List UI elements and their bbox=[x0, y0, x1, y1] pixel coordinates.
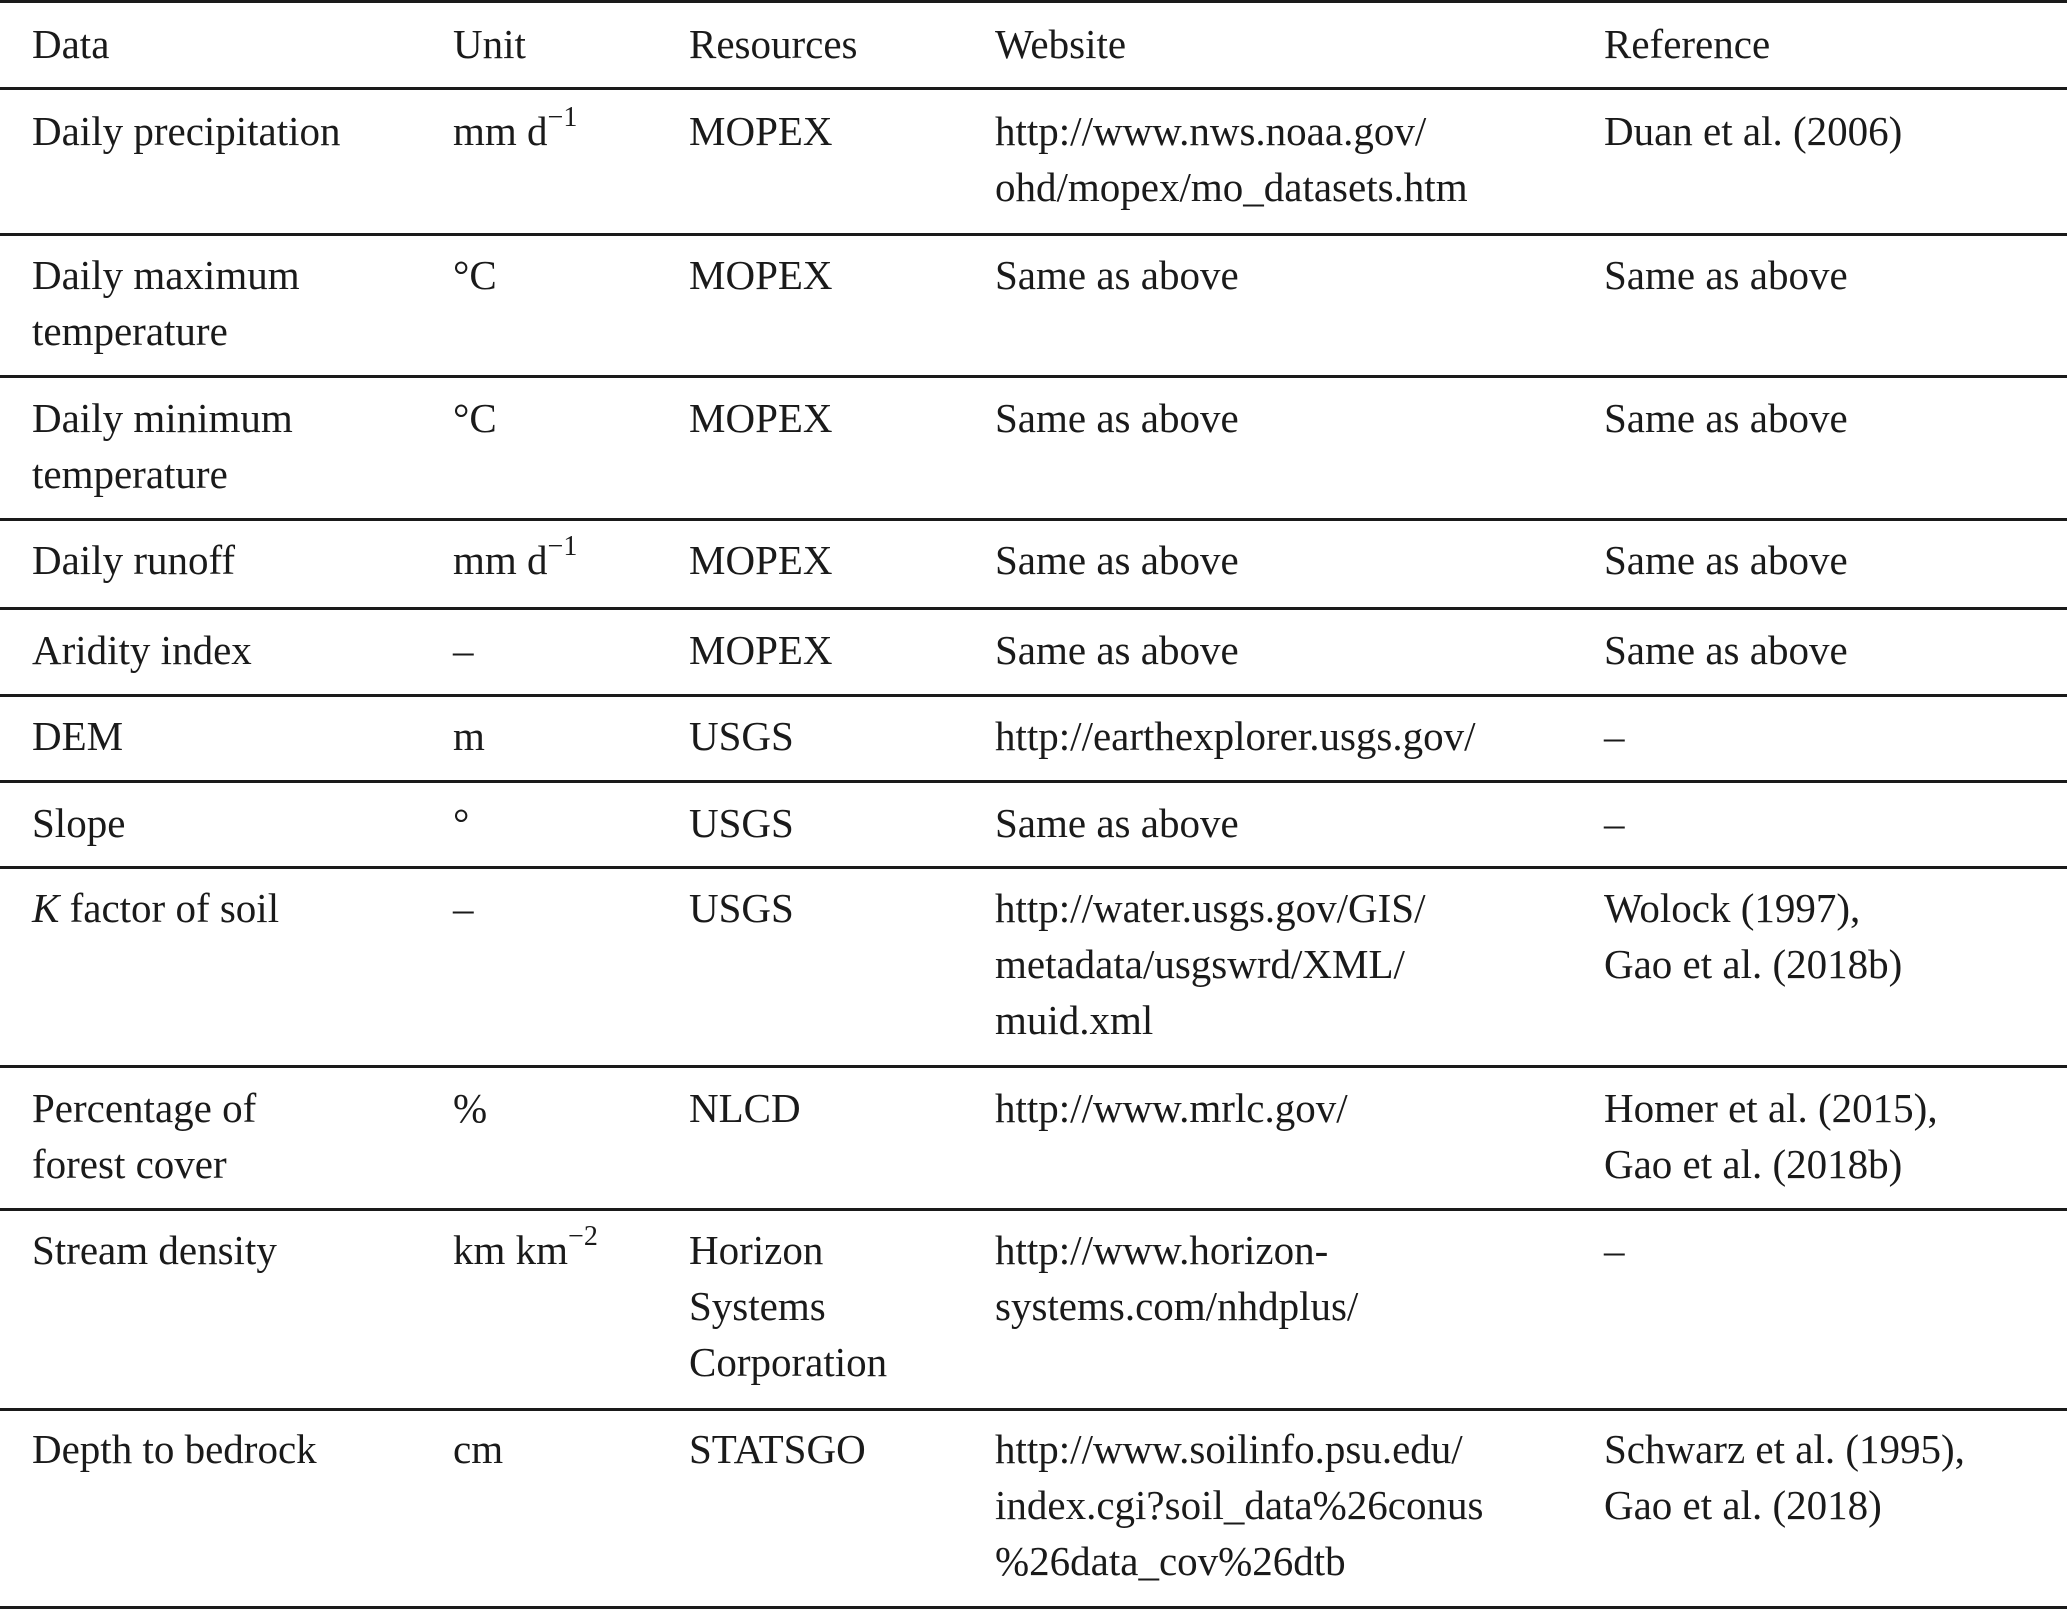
cell-unit-text: mm d bbox=[453, 108, 548, 154]
cell-data bbox=[32, 1080, 256, 1192]
cell-unit bbox=[453, 247, 497, 303]
cell-unit-text: – bbox=[453, 627, 474, 673]
cell-data-text: factor of soil bbox=[59, 885, 280, 931]
cell-reference: Same as above bbox=[1604, 252, 1848, 298]
table-row-rule bbox=[0, 233, 2067, 236]
header-website: Website bbox=[995, 21, 1127, 67]
cell-data bbox=[32, 532, 235, 588]
cell-website: Same as above bbox=[995, 252, 1239, 298]
cell-website: Same as above bbox=[995, 537, 1239, 583]
table-row-rule bbox=[0, 1208, 2067, 1211]
cell-reference: Same as above bbox=[1604, 537, 1848, 583]
cell-resources: NLCD bbox=[689, 1085, 801, 1131]
cell-website: http://www.horizon- systems.com/nhdplus/ bbox=[995, 1227, 1359, 1329]
cell-resources: MOPEX bbox=[689, 252, 833, 298]
cell-reference: Duan et al. (2006) bbox=[1604, 108, 1903, 154]
cell-unit-text: mm d bbox=[453, 537, 548, 583]
cell-unit bbox=[453, 390, 497, 446]
cell-unit bbox=[453, 708, 485, 764]
cell-unit-text: ° bbox=[453, 800, 470, 846]
cell-unit bbox=[453, 1080, 487, 1136]
cell-reference: – bbox=[1604, 800, 1625, 846]
cell-data-text: Daily maximum temperature bbox=[32, 252, 300, 354]
cell-website: Same as above bbox=[995, 627, 1239, 673]
cell-data-text: Percentage of forest cover bbox=[32, 1085, 257, 1187]
cell-unit-exponent: −2 bbox=[568, 1221, 598, 1253]
header-reference: Reference bbox=[1604, 21, 1771, 67]
cell-data-text: Stream density bbox=[32, 1227, 277, 1273]
cell-data bbox=[32, 708, 123, 764]
cell-resources: MOPEX bbox=[689, 108, 833, 154]
cell-reference: Schwarz et al. (1995), Gao et al. (2018) bbox=[1604, 1426, 1965, 1528]
cell-reference: Homer et al. (2015), Gao et al. (2018b) bbox=[1604, 1085, 1938, 1187]
table-row-rule bbox=[0, 607, 2067, 610]
cell-data-italic: K bbox=[32, 885, 60, 931]
table-row-rule bbox=[0, 1065, 2067, 1068]
cell-unit bbox=[453, 795, 469, 851]
table-row-rule bbox=[0, 866, 2067, 869]
cell-unit-text: km km bbox=[453, 1227, 569, 1273]
cell-data bbox=[32, 880, 279, 936]
cell-data bbox=[32, 103, 341, 159]
table-row-rule bbox=[0, 518, 2067, 521]
cell-data-text: DEM bbox=[32, 713, 124, 759]
cell-resources: STATSGO bbox=[689, 1426, 866, 1472]
cell-resources: Horizon Systems Corporation bbox=[689, 1227, 888, 1385]
header-unit: Unit bbox=[453, 21, 526, 67]
cell-unit bbox=[453, 103, 577, 159]
table-row-rule bbox=[0, 87, 2067, 90]
cell-data-text: Daily minimum temperature bbox=[32, 395, 293, 497]
table-row-rule bbox=[0, 1408, 2067, 1411]
cell-website: http://www.nws.noaa.gov/ ohd/mopex/mo_datasets.htm bbox=[995, 108, 1468, 210]
cell-data-text: Daily precipitation bbox=[32, 108, 341, 154]
table-row-rule bbox=[0, 375, 2067, 378]
cell-resources: USGS bbox=[689, 713, 794, 759]
cell-reference: – bbox=[1604, 713, 1625, 759]
cell-unit bbox=[453, 532, 577, 588]
cell-unit-text: °C bbox=[453, 395, 497, 441]
cell-reference: – bbox=[1604, 1227, 1625, 1273]
cell-unit bbox=[453, 622, 474, 678]
cell-unit-text: °C bbox=[453, 252, 497, 298]
cell-data bbox=[32, 622, 252, 678]
cell-reference: Same as above bbox=[1604, 395, 1848, 441]
cell-data-text: Daily runoff bbox=[32, 537, 236, 583]
table-row-rule bbox=[0, 694, 2067, 697]
cell-data bbox=[32, 1421, 317, 1477]
table-row-rule bbox=[0, 780, 2067, 783]
cell-resources: USGS bbox=[689, 800, 794, 846]
table-top-rule bbox=[0, 0, 2067, 3]
header-data: Data bbox=[32, 21, 110, 67]
cell-unit-exponent: −1 bbox=[547, 531, 578, 563]
cell-unit-text: % bbox=[453, 1085, 488, 1131]
cell-resources: MOPEX bbox=[689, 627, 833, 673]
cell-website: Same as above bbox=[995, 800, 1239, 846]
cell-data-text: Slope bbox=[32, 800, 126, 846]
cell-website: Same as above bbox=[995, 395, 1239, 441]
cell-data bbox=[32, 390, 293, 502]
table-bottom-rule bbox=[0, 1606, 2067, 1609]
cell-unit-text: m bbox=[453, 713, 485, 759]
cell-data bbox=[32, 247, 300, 359]
cell-unit-text: – bbox=[453, 885, 474, 931]
cell-website: http://water.usgs.gov/GIS/ metadata/usgswrd/XML/ muid.xml bbox=[995, 885, 1426, 1043]
cell-unit bbox=[453, 880, 474, 936]
header-resources: Resources bbox=[689, 21, 858, 67]
cell-unit bbox=[453, 1222, 598, 1278]
cell-unit bbox=[453, 1421, 503, 1477]
cell-reference: Same as above bbox=[1604, 627, 1848, 673]
cell-website: http://earthexplorer.usgs.gov/ bbox=[995, 713, 1476, 759]
cell-website: http://www.mrlc.gov/ bbox=[995, 1085, 1348, 1131]
cell-resources: MOPEX bbox=[689, 395, 833, 441]
cell-unit-text: cm bbox=[453, 1426, 504, 1472]
cell-data bbox=[32, 795, 125, 851]
cell-data bbox=[32, 1222, 277, 1278]
cell-resources: MOPEX bbox=[689, 537, 833, 583]
cell-data-text: Depth to bedrock bbox=[32, 1426, 317, 1472]
cell-website: http://www.soilinfo.psu.edu/ index.cgi?soil_data%26conus %26data_cov%26dtb bbox=[995, 1426, 1484, 1584]
cell-resources: USGS bbox=[689, 885, 794, 931]
cell-data-text: Aridity index bbox=[32, 627, 252, 673]
cell-reference: Wolock (1997), Gao et al. (2018b) bbox=[1604, 885, 1903, 987]
cell-unit-exponent: −1 bbox=[547, 102, 578, 134]
